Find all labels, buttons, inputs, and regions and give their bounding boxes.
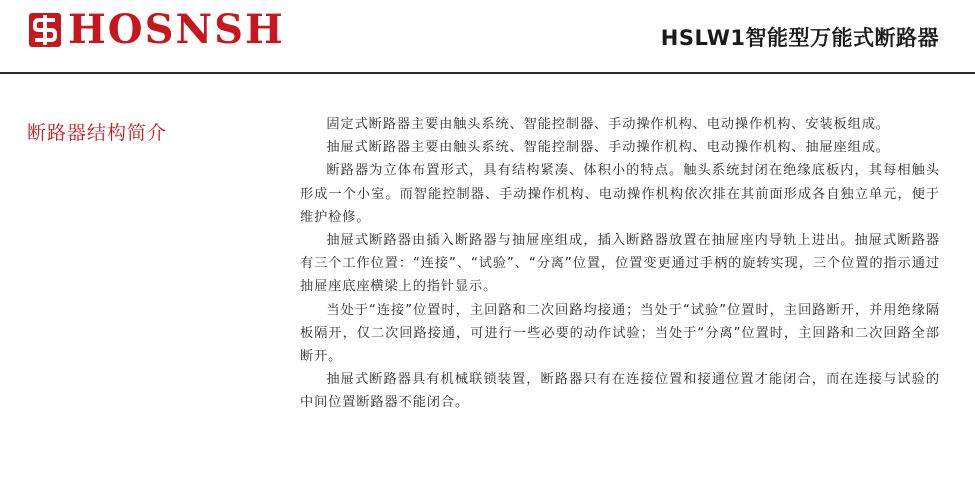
brand-mark-icon [28, 12, 62, 48]
paragraph-positions: 抽屉式断路器由插入断路器与抽屉座组成，插入断路器放置在抽屉座内导轨上进出。抽屉式断路器有三个工作位置：“连接”、“试验”、“分离”位置，位置变更通过手柄的旋转实现，三个位置的指示通过抽屉座底座横梁上的指针显示。 [300, 233, 940, 295]
paragraph-position-states: 当处于“连接”位置时，主回路和二次回路均接通；当处于“试验”位置时，主回路断开，并用绝缘隔板隔开，仅二次回路接通，可进行一些必要的动作试验；当处于“分离”位置时，主回路和二次回路全部断开。 [300, 302, 940, 365]
paragraph-interlock: 抽屉式断路器具有机械联锁装置，断路器只有在连接位置和接通位置才能闭合，而在连接与试验的中间位置断路器不能闭合。 [300, 372, 940, 411]
section-body [300, 113, 940, 415]
header-divider [0, 72, 975, 74]
paragraph-fixed-breaker: 固定式断路器主要由触头系统、智能控制器、手动操作机构、电动操作机构、安装板组成。 [326, 117, 890, 132]
product-title: HSLW1智能型万能式断路器 [660, 26, 939, 50]
section-title: 断路器结构简介 [27, 122, 168, 144]
paragraph-drawout-breaker: 抽屉式断路器主要由触头系统、智能控制器、手动操作机构、电动操作机构、抽屉座组成。 [326, 140, 890, 156]
paragraph-layout: 断路器为立体布置形式，具有结构紧凑、体积小的特点。触头系统封闭在绝缘底板内，其每相触头形成一个小室。而智能控制器、手动操作机构、电动操作机构依次排在其前面形成各自独立单元，便于维护检修。 [300, 163, 940, 225]
brand-logo [28, 6, 285, 53]
brand-logo-text: HOSNSH [68, 6, 285, 53]
